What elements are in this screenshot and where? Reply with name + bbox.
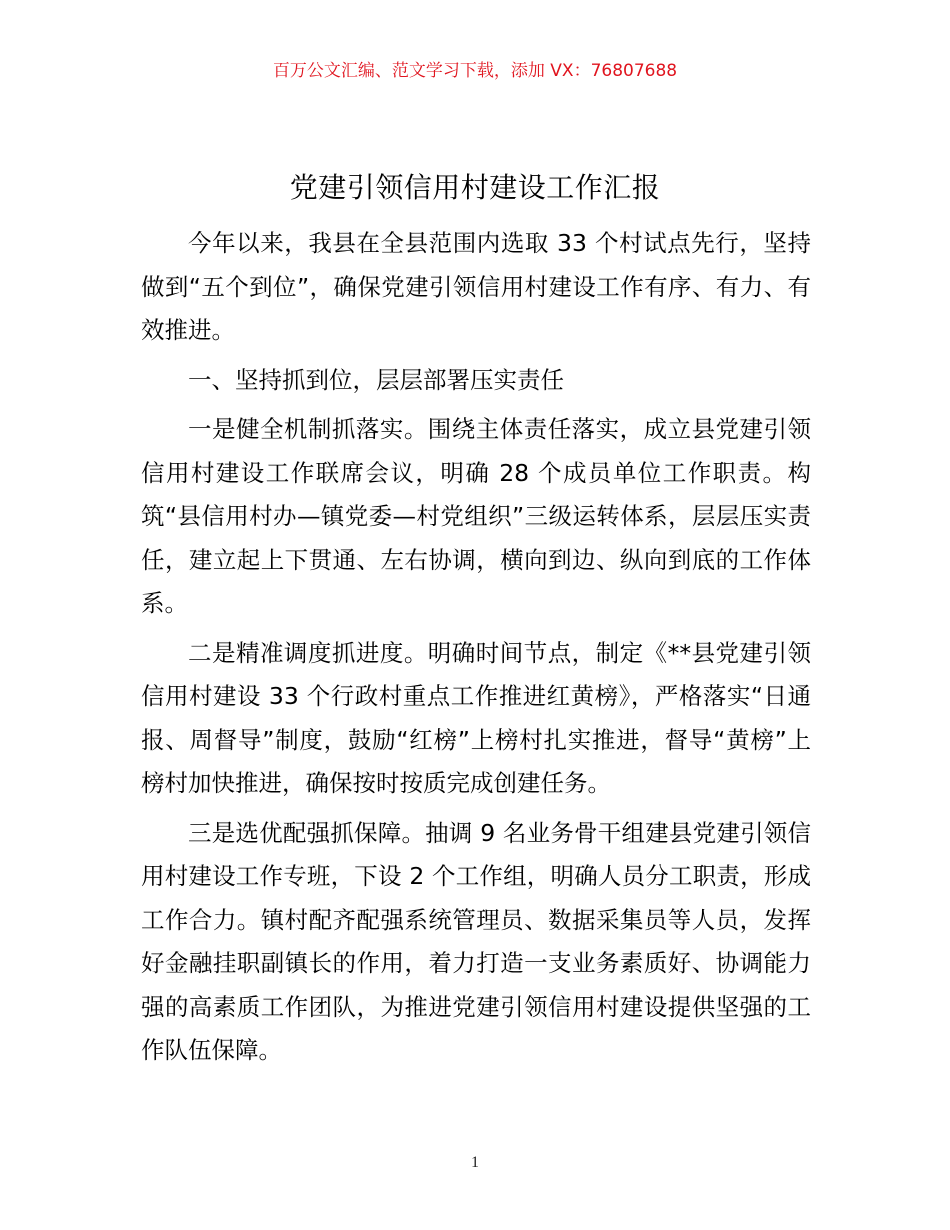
paragraph-mechanism: 一是健全机制抓落实。围绕主体责任落实，成立县党建引领信用村建设工作联席会议，明确 28 个成员单位工作职责。构筑“县信用村办—镇党委—村党组织”三级运转体系，层层压实责任，建立起上下贯通、左右协调，横向到边、纵向到底的工作体系。 [141,415,811,617]
document-body [141,222,811,1073]
header-watermark-banner: 百万公文汇编、范文学习下载，添加 VX：76807688 [272,61,678,81]
document-title: 党建引领信用村建设工作汇报 [289,171,661,204]
paragraph-scheduling: 二是精准调度抓进度。明确时间节点，制定《**县党建引领信用村建设 33 个行政村重点工作推进红黄榜》，严格落实“日通报、周督导”制度，鼓励“红榜”上榜村扎实推进，督导“黄榜”上榜村加快推进，确保按时按质完成创建任务。 [141,638,811,797]
page-number: 1 [471,1154,479,1171]
section-heading-1: 一、坚持抓到位，层层部署压实责任 [188,365,564,394]
intro-paragraph: 今年以来，我县在全县范围内选取 33 个村试点先行，坚持做到“五个到位”，确保党建引领信用村建设工作有序、有力、有效推进。 [141,229,811,344]
paragraph-staffing: 三是选优配强抓保障。抽调 9 名业务骨干组建县党建引领信用村建设工作专班，下设 2 个工作组，明确人员分工职责，形成工作合力。镇村配齐配强系统管理员、数据采集员等人员，发挥好金融挂职副镇长的作用，着力打造一支业务素质好、协调能力强的高素质工作团队，为推进党建引领信用村建设提供坚强的工作队伍保障。 [141,818,811,1064]
